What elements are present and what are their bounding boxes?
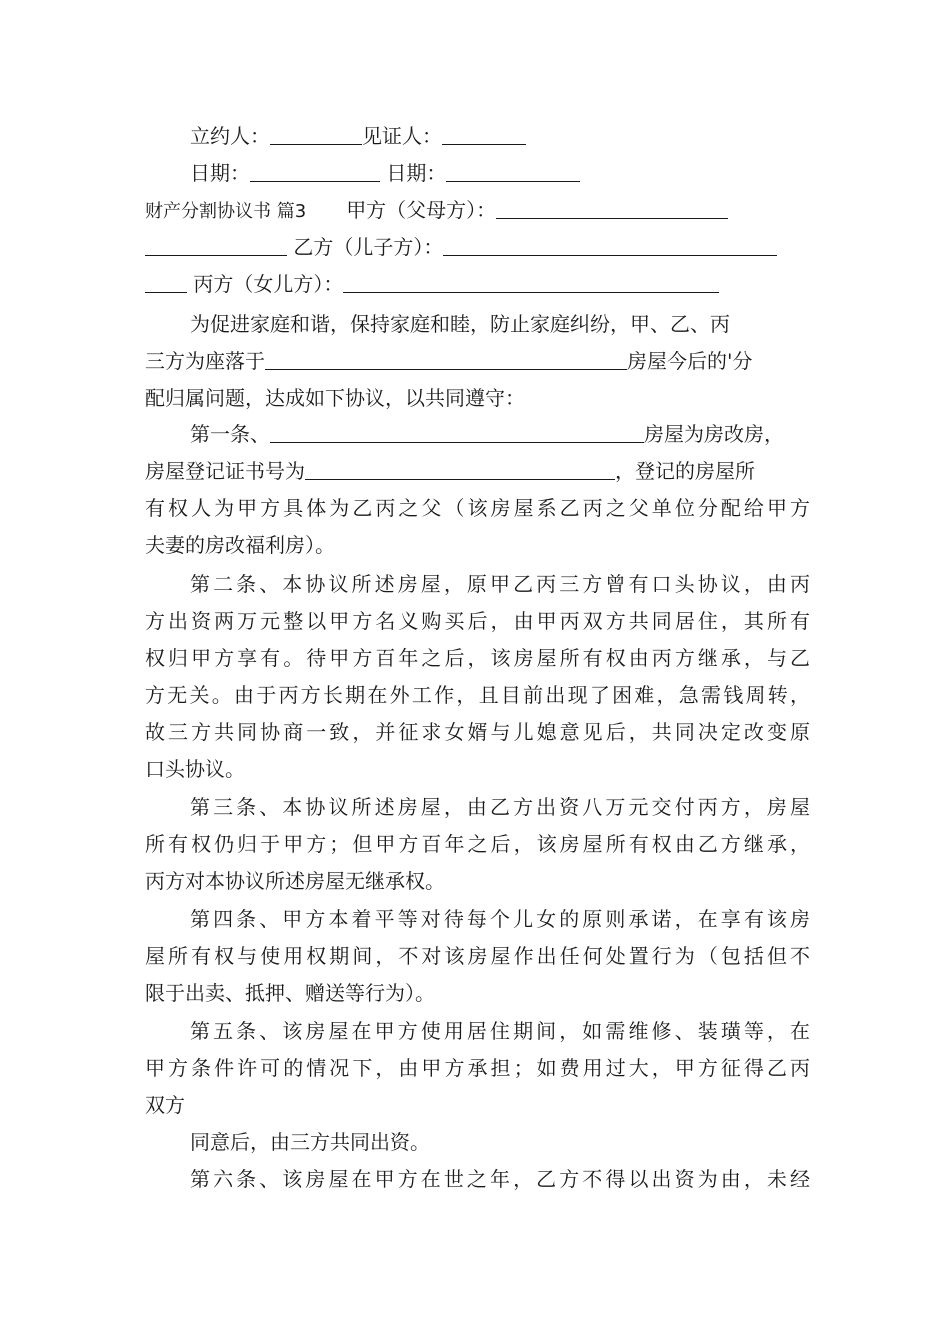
article-5-line-3: 双方 [145,1093,185,1117]
party-a-blank-continued[interactable] [145,231,287,256]
party-c-label: 丙方（女儿方）： [193,272,344,296]
party-b-blank[interactable] [443,231,777,256]
preamble-location-label: 三方为座落于 [145,349,265,373]
article-1-line-4: 夫妻的房改福利房）。 [145,533,335,557]
article-1-line-3: 有权人为甲方具体为乙丙之父（该房屋系乙丙之父单位分配给甲方 [145,496,810,520]
maker-label: 立约人： [190,124,270,148]
date-label-witness: 日期： [386,161,447,185]
article-5-line-1: 第五条、该房屋在甲方使用居住期间，如需维修、装璜等，在 [190,1019,810,1043]
article-4-line-2: 屋所有权与使用权期间，不对该房屋作出任何处置行为（包括但不 [145,944,810,968]
article-3-line-2: 所有权仍归于甲方；但甲方百年之后，该房屋所有权由乙方继承， [145,832,810,856]
article-1-line-2-end: ，登记的房屋所 [615,459,755,483]
party-b-label: 乙方（儿子方）： [293,235,444,259]
article-4-line-3: 限于出卖、抵押、赠送等行为）。 [145,981,435,1005]
preamble-line-1: 为促进家庭和谐，保持家庭和睦，防止家庭纠纷，甲、乙、丙 [190,312,730,336]
date-blank-maker[interactable] [250,157,380,182]
party-c-line [145,266,810,303]
article-2-line-1: 第二条、本协议所述房屋，原甲乙丙三方曾有口头协议，由丙 [190,572,810,596]
date-line [190,155,810,192]
certificate-number-blank[interactable] [305,455,615,480]
date-blank-witness[interactable] [446,157,580,182]
witness-label: 见证人： [362,124,442,148]
party-b-blank-continued[interactable] [145,268,187,293]
signature-line [190,118,810,155]
party-c-blank[interactable] [343,268,719,293]
party-b-line [145,229,810,266]
property-name-blank[interactable] [270,418,644,443]
article-3-line-1: 第三条、本协议所述房屋，由乙方出资八万元交付丙方，房屋 [190,795,810,819]
party-a-label: 甲方（父母方）： [346,198,497,222]
certificate-label: 房屋登记证书号为 [145,459,305,483]
article-6-line-1: 第六条、该房屋在甲方在世之年，乙方不得以出资为由，未经 [190,1167,810,1191]
article-2-line-3: 权归甲方享有。待甲方百年之后，该房屋所有权由丙方继承，与乙 [145,646,810,670]
property-location-blank[interactable] [265,345,627,370]
article-5-line-2: 甲方条件许可的情况下，由甲方承担；如费用过大，甲方征得乙丙 [145,1056,810,1080]
maker-blank[interactable] [270,120,362,145]
agreement-heading: 财产分割协议书 篇3 [145,201,307,222]
date-label-maker: 日期： [190,161,250,185]
article-2-line-2: 方出资两万元整以甲方名义购买后，由甲丙双方共同居住，其所有 [145,609,810,633]
party-a-blank[interactable] [496,194,728,219]
article-3-line-3: 丙方对本协议所述房屋无继承权。 [145,869,445,893]
preamble-line-2 [145,343,810,380]
preamble-line-3: 配归属问题，达成如下协议，以共同遵守： [145,386,525,410]
article-1-line-1-end: 房屋为房改房， [644,422,784,446]
witness-blank[interactable] [442,120,526,145]
preamble-line-2-end: 房屋今后的'分 [627,349,753,373]
article-4-line-1: 第四条、甲方本着平等对待每个儿女的原则承诺，在享有该房 [190,907,810,931]
article-2-line-6: 口头协议。 [145,757,245,781]
article-5-line-4: 同意后，由三方共同出资。 [190,1130,430,1154]
agreement-heading-line [145,192,810,229]
article-2-line-4: 方无关。由于丙方长期在外工作，且目前出现了困难，急需钱周转， [145,683,810,707]
article-2-line-5: 故三方共同协商一致，并征求女婿与儿媳意见后，共同决定改变原 [145,720,810,744]
article-1-line-2 [145,453,810,490]
article-1-line-1 [190,416,810,453]
article-1-label: 第一条、 [190,422,270,446]
